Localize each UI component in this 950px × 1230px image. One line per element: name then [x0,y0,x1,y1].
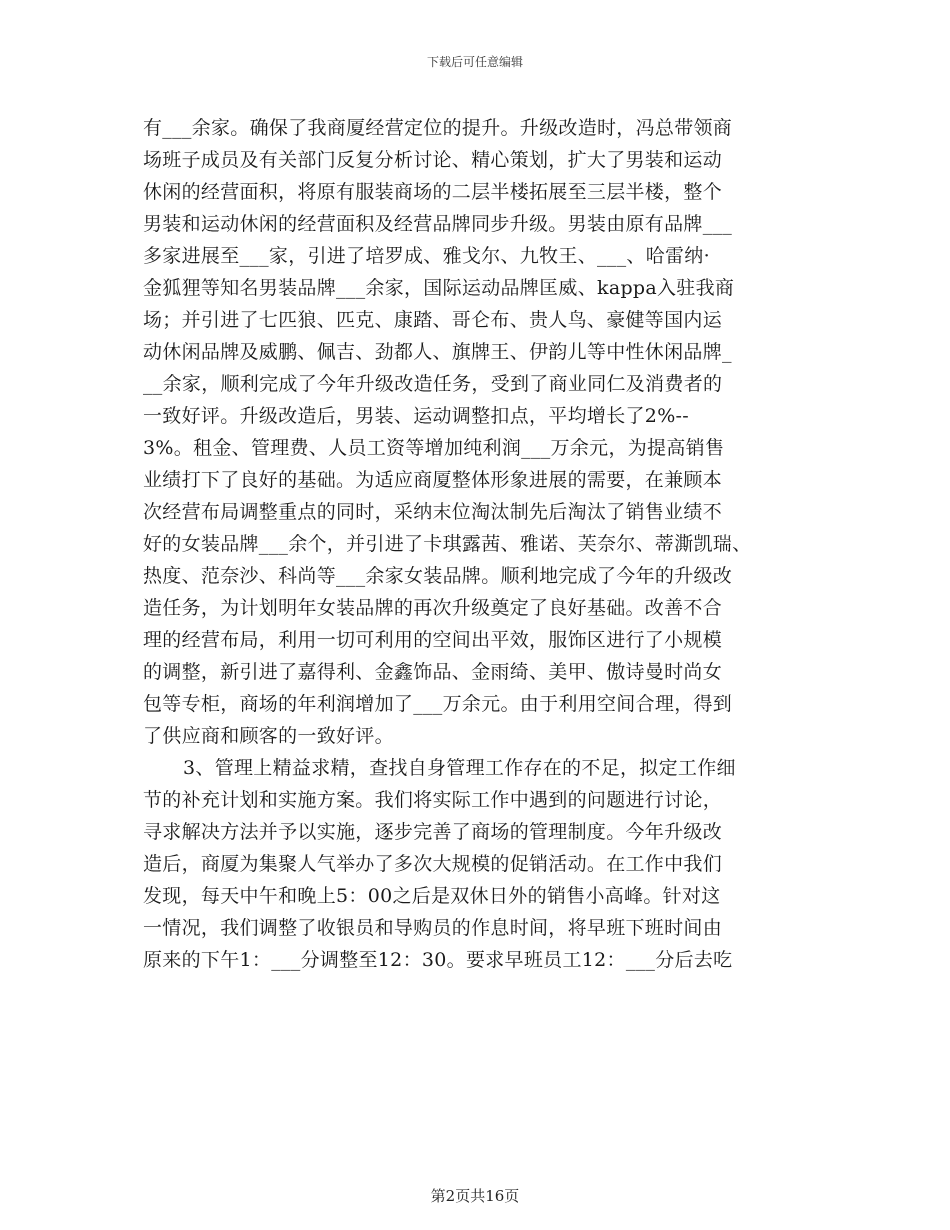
text-line: 了供应商和顾客的一致好评。 [143,725,394,747]
text-line: 动休闲品牌及威鹏、佩吉、劲都人、旗牌王、伊韵儿等中性休闲品牌_ [143,341,732,363]
text-line: 金狐狸等知名男装品牌___余家，国际运动品牌匡威、kappa入驻我商 [143,277,735,299]
text-line: 原来的下午1：___分调整至12：30。要求早班员工12：___分后去吃 [143,949,733,971]
document-body [143,112,813,976]
text-line: 的调整，新引进了嘉得利、金鑫饰品、金雨绮、美甲、傲诗曼时尚女 [143,661,723,683]
text-line: 场班子成员及有关部门反复分析讨论、精心策划，扩大了男装和运动 [143,149,723,171]
page-header: 下载后可任意编辑 [426,55,523,69]
text-line: 休闲的经营面积，将原有服装商场的二层半楼拓展至三层半楼，整个 [143,181,723,203]
text-line: 造任务，为计划明年女装品牌的再次升级奠定了良好基础。改善不合 [143,597,723,619]
text-line: 好的女装品牌___余个，并引进了卡琪露茜、雅诺、芙奈尔、蒂澌凯瑞、 [143,533,752,555]
text-line: __余家，顺利完成了今年升级改造任务，受到了商业同仁及消费者的 [143,373,723,395]
text-line: 热度、范奈沙、科尚等___余家女装品牌。顺利地完成了今年的升级改 [143,565,733,587]
text-line: 男装和运动休闲的经营面积及经营品牌同步升级。男装由原有品牌___ [143,213,733,235]
text-line: 场；并引进了七匹狼、匹克、康踏、哥仑布、贵人鸟、豪健等国内运 [143,309,723,331]
text-line: 3%。租金、管理费、人员工资等增加纯利润___万余元，为提高销售 [143,437,725,459]
paragraph-start-line: 3、管理上精益求精，查找自身管理工作存在的不足，拟定工作细 [183,757,736,779]
text-line: 有___余家。确保了我商厦经营定位的提升。升级改造时，冯总带领商 [143,117,733,139]
page-footer: 第2页共16页 [430,1187,520,1205]
text-line: 理的经营布局，利用一切可利用的空间出平效，服饰区进行了小规模 [143,629,723,651]
text-line: 一致好评。升级改造后，男装、运动调整扣点，平均增长了2%-- [143,405,689,427]
text-line: 次经营布局调整重点的同时，采纳末位淘汰制先后淘汰了销售业绩不 [143,501,723,523]
text-line: 造后，商厦为集聚人气举办了多次大规模的促销活动。在工作中我们 [143,853,723,875]
text-line: 节的补充计划和实施方案。我们将实际工作中遇到的问题进行讨论， [143,789,723,811]
text-line: 业绩打下了良好的基础。为适应商厦整体形象进展的需要，在兼顾本 [143,469,723,491]
text-line: 包等专柜，商场的年利润增加了___万余元。由于利用空间合理，得到 [143,693,733,715]
text-line: 寻求解决方法并予以实施，逐步完善了商场的管理制度。今年升级改 [143,821,723,843]
text-line: 发现，每天中午和晚上5：00之后是双休日外的销售小高峰。针对这 [143,885,721,907]
text-line: 多家进展至___家，引进了培罗成、雅戈尔、九牧王、___、哈雷纳· [143,245,710,267]
text-line: 一情况，我们调整了收银员和导购员的作息时间，将早班下班时间由 [143,917,723,939]
